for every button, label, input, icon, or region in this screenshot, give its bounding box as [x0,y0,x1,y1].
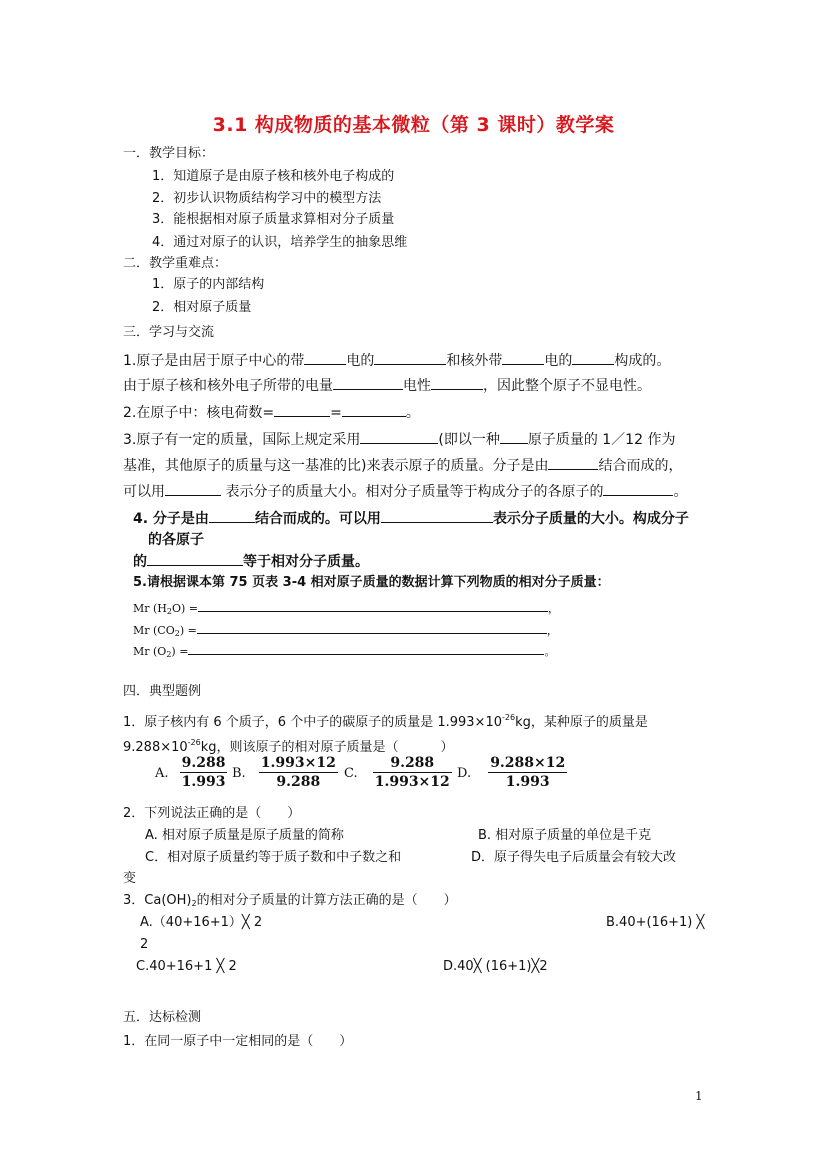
section-2-heading: 二．教学重难点： [123,256,228,271]
blank[interactable] [342,403,406,417]
example-2-question: 2．下列说法正确的是（ ） [123,806,301,821]
blank[interactable] [572,351,614,365]
document-title: 3.1 构成物质的基本微粒（第 3 课时）教学案 [212,114,615,136]
blank[interactable] [304,351,346,365]
question-3-3-line-3: 可以用 表示分子的质量大小。相对分子质量等于构成分子的各原子的 。 [123,484,688,500]
example-3-option-d[interactable]: D.40╳ (16+1)╳2 [443,959,548,974]
question-3-3-line-2: 基准，其他原子的质量与这一基准的比)来表示原子的质量。分子是由 结合而成的， [123,458,683,474]
blank[interactable] [603,482,673,496]
objective-item: 2．初步认识物质结构学习中的模型方法 [152,191,382,206]
question-3-1-line-2: 由于原子核和核外电子所带的电量 电性 ，因此整个原子不显电性。 [123,378,651,394]
denominator: 1.993×12 [374,774,450,790]
blank[interactable] [431,376,483,390]
example-2-option-d[interactable]: D．原子得失电子后质量会有较大改 [471,850,677,865]
question-3-1-line-1: 1.原子是由居于原子中心的带 电的 和核外带 电的 构成的。 [123,353,671,369]
mr-o2-line: Mr $(O_2)$ = 。 [133,645,556,659]
example-3-option-b[interactable]: B.40+(16+1) ╳ [606,915,705,930]
example-3-option-a[interactable]: A.（40+16+1）╳ 2 [140,915,263,930]
page-number: 1 [695,1089,703,1103]
example-3-question: 3．$Ca(OH)_2$的相对分子质量的计算方法正确的是（ ） [123,893,457,908]
answer-blank[interactable] [197,622,547,634]
example-1-line-2: $9.288\times 10^{-26}kg$，则该原子的相对原子质量是（ ） [123,738,454,755]
example-2-option-c[interactable]: C．相对原子质量约等于质子数和中子数之和 [145,850,402,865]
question-3-3-line-1: 3.原子有一定的质量，国际上规定采用 (即以一种 原子质量的 1／12 作为 [123,432,676,448]
objective-item: 4．通过对原子的认识，培养学生的抽象思维 [152,235,408,250]
blank[interactable] [274,403,330,417]
blank[interactable] [500,430,528,444]
blank[interactable] [209,509,255,523]
example-2-option-b[interactable]: B. 相对原子质量的单位是千克 [478,828,652,843]
question-3-4-line-1: 4. 分子是由 结合而成的。可以用 表示分子质量的大小。构成分子 [133,511,689,527]
mr-co2-line: Mr $(CO_2)$ = ， [133,624,558,638]
blank[interactable] [147,552,243,566]
key-point-item: 1．原子的内部结构 [152,277,265,292]
blank[interactable] [548,456,598,470]
numerator: 9.288×12 [490,755,566,771]
objective-item: 3．能根据相对原子质量求算相对分子质量 [152,212,395,227]
blank[interactable] [374,351,446,365]
question-3-4-line-2: 的各原子 [148,532,204,548]
denominator: 9.288 [276,774,321,790]
question-3-4-line-3: 的 等于相对分子质量。 [133,554,369,570]
answer-blank[interactable] [198,600,548,612]
question-3-2: 2.在原子中：核电荷数= = 。 [123,405,420,421]
key-point-item: 2．相对原子质量 [152,300,252,315]
question-3-5: 5.请根据课本第 75 页表 3-4 相对原子质量的数据计算下列物质的相对分子质量： [133,575,610,590]
example-1-option-c[interactable]: C. $\frac{9.288}{1.993\times 12}$ [344,755,450,790]
example-3-option-c[interactable]: C.40+16+1 ╳ 2 [136,959,237,974]
example-2-option-d-wrap: 变 [123,871,137,886]
answer-blank[interactable] [188,643,544,655]
blank[interactable] [333,376,403,390]
example-1-line-1: 1．原子核内有 6 个质子，6 个中子的碳原子的质量是 $1.993\times 10^{-26}kg$，某种原子的质量是 [123,713,648,730]
numerator: 9.288 [373,754,452,773]
numerator: 1.993×12 [260,755,336,771]
objective-item: 1．知道原子是由原子核和核外电子构成的 [152,169,395,184]
blank[interactable] [360,430,438,444]
example-2-option-a[interactable]: A. 相对原子质量是原子质量的简称 [145,828,344,843]
example-3-option-b-wrap: 2 [140,937,149,952]
blank[interactable] [165,482,221,496]
section-1-heading: 一．教学目标： [123,146,215,161]
numerator: 9.288 [181,755,226,771]
check-question-1: 1．在同一原子中一定相同的是（ ） [123,1034,353,1049]
denominator: 1.993 [181,774,226,790]
section-4-heading: 四．典型题例 [123,684,202,699]
section-5-heading: 五．达标检测 [123,1010,202,1025]
example-1-option-b[interactable]: B. $\frac{1.993\times 12}{9.288}$ [232,755,336,790]
section-3-heading: 三．学习与交流 [123,325,215,340]
blank[interactable] [502,351,544,365]
example-1-option-d[interactable]: D. $\frac{9.288\times 12}{1.993}$ [457,755,566,790]
blank[interactable] [381,509,493,523]
denominator: 1.993 [505,774,550,790]
mr-h2o-line: Mr $(H_2O)$ = ， [133,602,560,616]
example-1-option-a[interactable]: A. $\frac{9.288}{1.993}$ [155,755,226,790]
